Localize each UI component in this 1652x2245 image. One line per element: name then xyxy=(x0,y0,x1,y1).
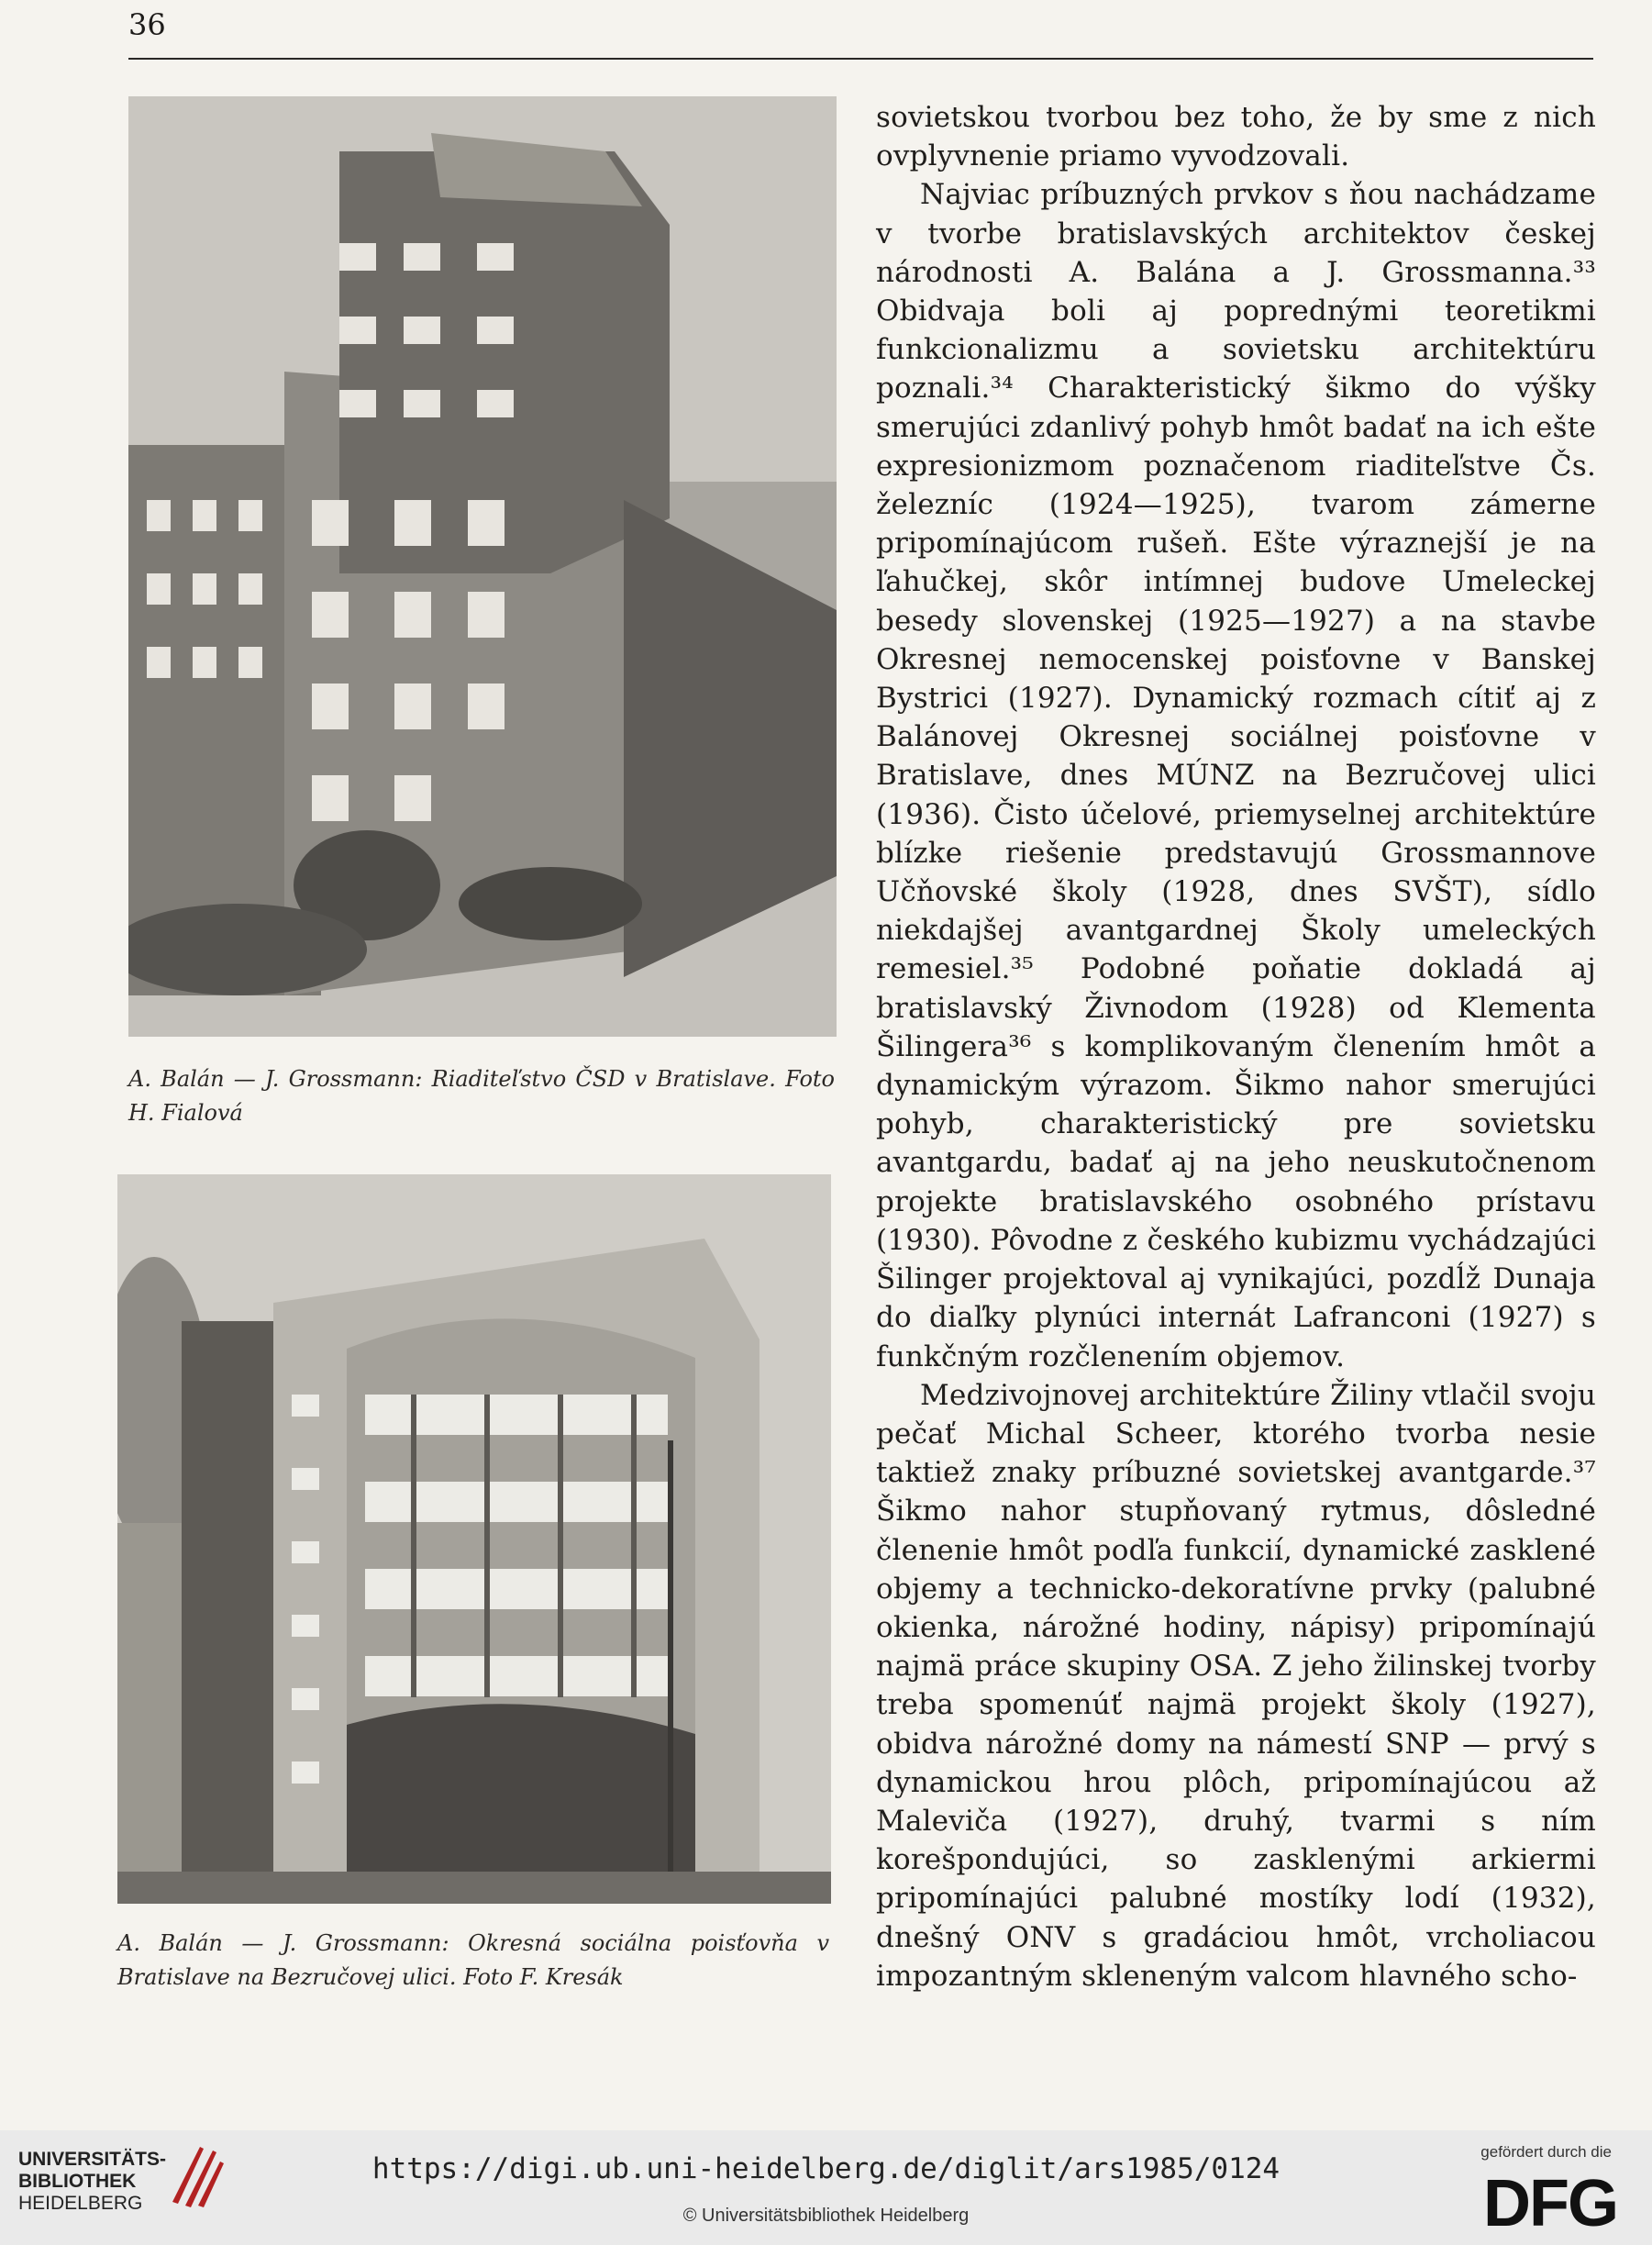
library-name-line1: UNIVERSITÄTS- xyxy=(18,2149,167,2170)
library-name-line3: HEIDELBERG xyxy=(18,2193,143,2214)
paragraph-3: Medzivojnovej architektúre Žiliny vtlačil svoju pečať Michal Scheer, ktorého tvorba nesie taktiež znaky príbuzné sovietskej avantgarde.³⁷ Šikmo nahor stupňovaný rytmus, dôsledné členenie hmôt podľa funkcií, dynamické zasklené objemy a technicko-dekoratívne prvky (palubné okienka, nárožné hodiny, nápisy) pripomínajú najmä práce skupiny OSA. Z jeho žilinskej tvorby treba spomenúť najmä projekt školy (1927), obidva nárožné domy na námestí SNP — prvý s dynamickou hrou plôch, pripomínajúcou až Maleviča (1927), druhý, tvarmi s ním korešpondujúci, so zasklenými arkiermi pripomínajúci palubné mostíky lodí (1932), dnešný ONV s gradáciou hmôt, vrcholiacou impozantným skleneným valcom hlavného scho- xyxy=(876,1378,1596,1993)
page-number: 36 xyxy=(128,7,166,42)
library-name-line2: BIBLIOTHEK xyxy=(18,2171,137,2192)
figure-caption-2: A. Balán — J. Grossmann: Okresná sociálna poisťovňa v Bratislave na Bezručovej ulici. Foto F. Kresák xyxy=(117,1930,829,1990)
dfg-logo[interactable]: DFG xyxy=(1483,2167,1617,2240)
permalink-url[interactable]: https://digi.ub.uni-heidelberg.de/diglit/ars1985/0124 xyxy=(371,2152,1281,2185)
paragraph-2: Najviac príbuzných prvkov s ňou nachádzame v tvorbe bratislavských architektov českej národnosti A. Balána a J. Grossmanna.³³ Obidvaja boli aj poprednými teoretikmi funkcionalizmu a sovietsku architektúru poznali.³⁴ Charakteristický šikmo do výšky smerujúci zdanlivý pohyb hmôt badať na ich ešte expresionizmom poznačenom riaditeľstve Čs. železníc (1924—1925), tvarom zámerne pripomínajúcom rušeň. Ešte výraznejší je na ľahučkej, skôr intímnej budove Umeleckej besedy slovenskej (1925—1927) a na stavbe Okresnej nemocenskej poisťovne v Banskej Bystrici (1927). Dynamický rozmach cítiť aj z Balánovej Okresnej sociálnej poisťovne v Bratislave, dnes MÚNZ na Bezručovej ulici (1936). Čisto účelové, priemyselnej architektúre blízke riešenie predstavujú Grossmannove Učňovské školy (1928, dnes SVŠT), sídlo niekdajšej avantgardnej Školy umeleckých remesiel.³⁵ Podobné poňatie dokladá aj bratislavský Živnodom (1928) od Klementa Šilingera³⁶ s komplikovaným členením hmôt a dynamickým výrazom. Šikmo nahor smerujúci pohyb, charakteristický pre sovietsku avantgardu, badať aj na jeho neuskutočnenom projekte bratislavského osobného prístavu (1930). Pôvodne z českého kubizmu vychádzajúci Šilinger projektoval aj vynikajúci, pozdĺž Dunaja do diaľky plynúci internát Lafranconi (1927) s funkčným rozčlenením objemov. xyxy=(876,178,1596,1373)
figure-caption-1: A. Balán — J. Grossmann: Riaditeľstvo ČSD v Bratislave. Foto H. Fialová xyxy=(128,1066,835,1126)
footer-bar xyxy=(0,2130,1652,2245)
header-rule xyxy=(128,58,1593,60)
photo-railway-directorate xyxy=(128,96,837,1037)
paragraph-1: sovietskou tvorbou bez toho, že by sme z nich ovplyvnenie priamo vyvodzovali. xyxy=(876,101,1596,173)
funding-note: gefördert durch die xyxy=(1480,2143,1612,2161)
photo-social-insurance-building xyxy=(117,1174,831,1904)
body-text-column xyxy=(876,98,1596,1995)
copyright-notice: © Universitätsbibliothek Heidelberg xyxy=(682,2206,970,2226)
